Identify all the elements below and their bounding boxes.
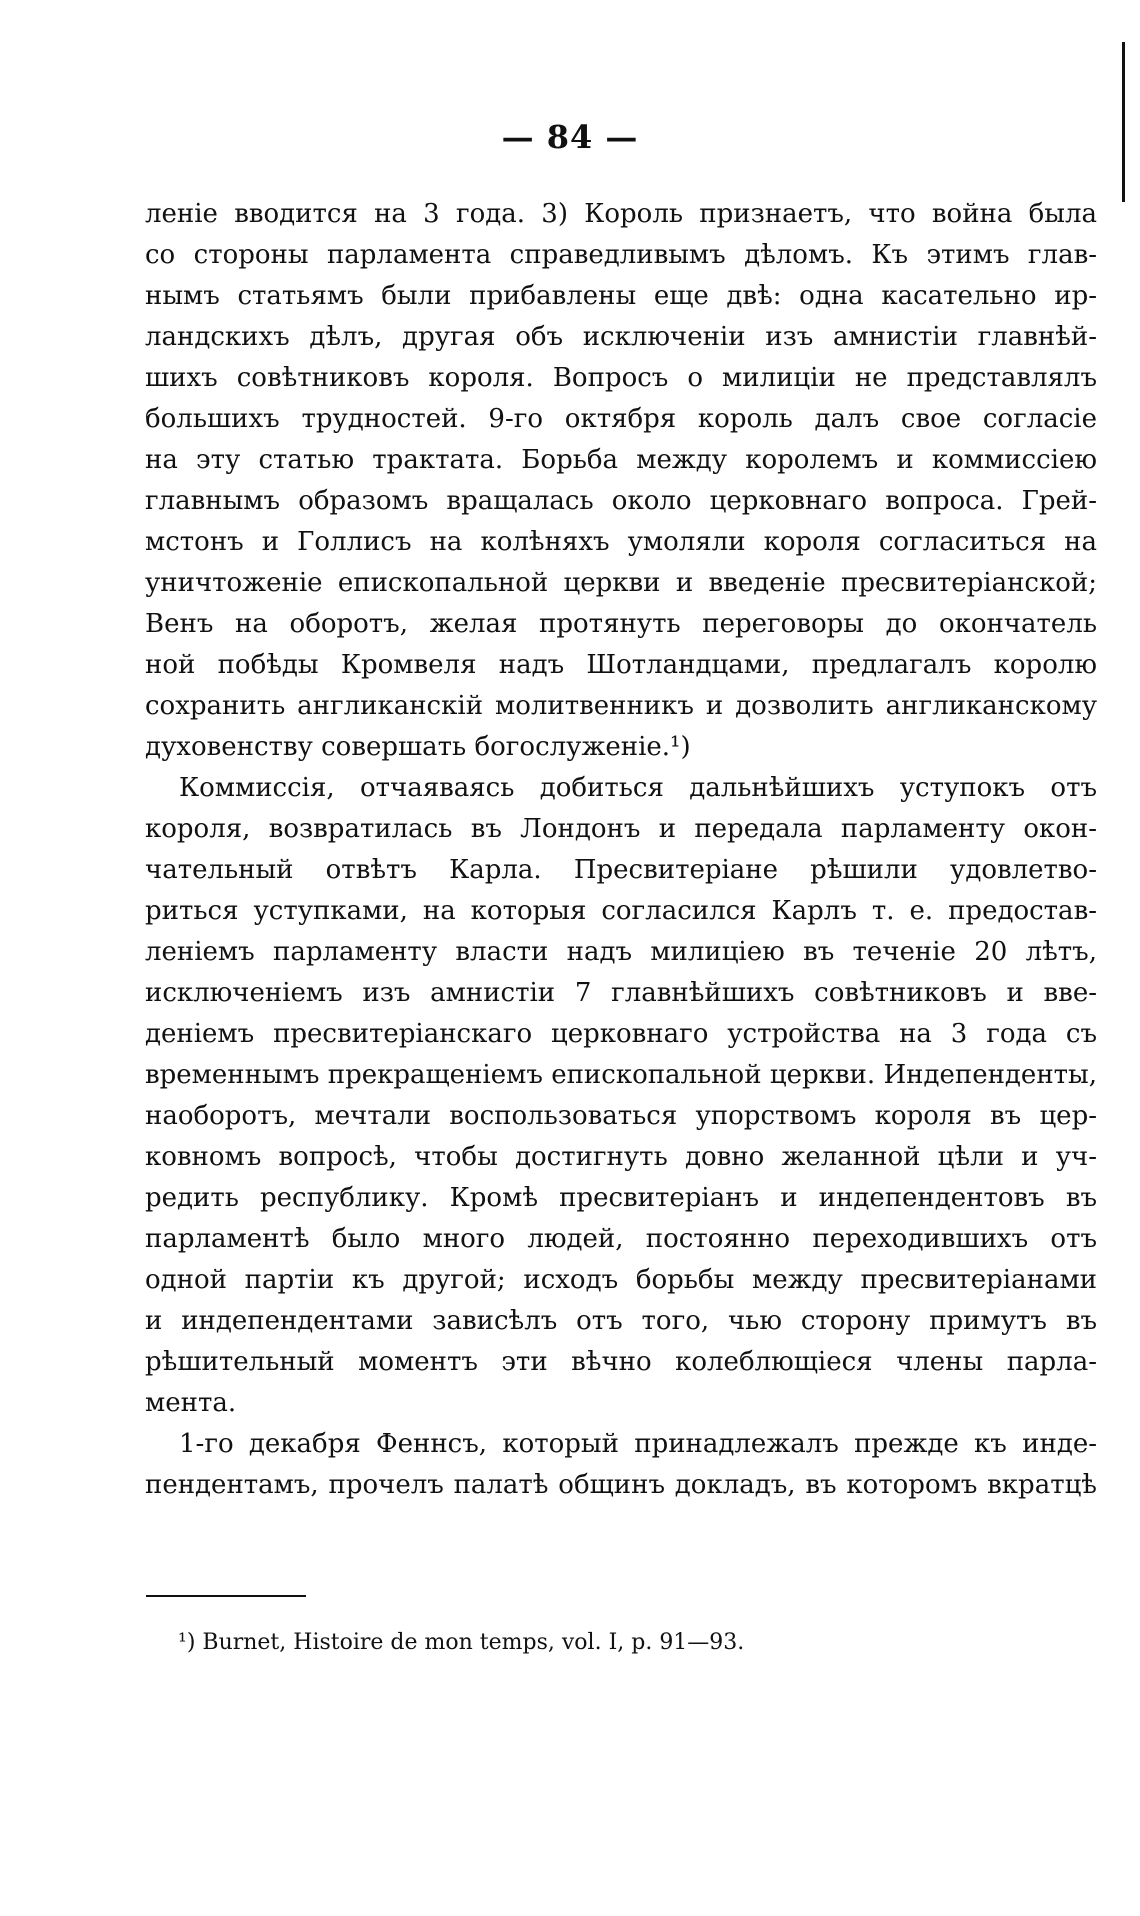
text-line: шихъ совѣтниковъ короля. Вопросъ о милиціи не представлялъ (145, 363, 1097, 393)
text-line: ковномъ вопросѣ, чтобы достигнуть довно желанной цѣли и уч- (145, 1142, 1097, 1172)
footnote: ¹) Burnet, Histoire de mon temps, vol. I, p. 91—93. (178, 1630, 745, 1655)
paragraph-3 (145, 1424, 1097, 1506)
text-line: ландскихъ дѣлъ, другая объ исключеніи изъ амнистіи главнѣй- (145, 322, 1097, 352)
text-line: сохранить англиканскій молитвенникъ и дозволить англиканскому (145, 691, 1097, 721)
text-line: уничтоженіе епископальной церкви и введеніе пресвитеріанской; (145, 568, 1097, 598)
text-line: ной побѣды Кромвеля надъ Шотландцами, предлагалъ королю (145, 650, 1097, 680)
text-line: риться уступками, на которыя согласился Карлъ т. е. предостав- (145, 896, 1097, 926)
page-number: — 84 — (501, 118, 639, 156)
text-line: мстонъ и Голлисъ на колѣняхъ умоляли короля согласиться на (145, 527, 1097, 557)
body-text (145, 194, 1097, 1506)
text-line: главнымъ образомъ вращалась около церковнаго вопроса. Грей- (145, 486, 1097, 516)
text-line: духовенству совершать богослуженіе.¹) (145, 732, 691, 762)
text-line: временнымъ прекращеніемъ епископальной церкви. Индепенденты, (145, 1060, 1097, 1090)
text-line: исключеніемъ изъ амнистіи 7 главнѣйшихъ совѣтниковъ и вве- (145, 978, 1097, 1008)
text-line: на эту статью трактата. Борьба между королемъ и коммиссіею (145, 445, 1097, 475)
text-line: рѣшительный моментъ эти вѣчно колеблющіеся члены парла- (145, 1347, 1097, 1377)
text-line: нымъ статьямъ были прибавлены еще двѣ: одна касательно ир- (145, 281, 1097, 311)
text-line: 1-го декабря Феннсъ, который принадлежалъ прежде къ инде- (179, 1429, 1097, 1459)
text-line: короля, возвратилась въ Лондонъ и передала парламенту окон- (145, 814, 1097, 844)
paragraph-1 (145, 194, 1097, 768)
text-line: леніемъ парламенту власти надъ милиціею въ теченіе 20 лѣтъ, (145, 937, 1097, 967)
text-line: пендентамъ, прочелъ палатѣ общинъ докладъ, въ которомъ вкратцѣ (145, 1470, 1097, 1500)
text-line: большихъ трудностей. 9-го октября король далъ свое согласіе (145, 404, 1097, 434)
text-line: одной партіи къ другой; исходъ борьбы между пресвитеріанами (145, 1265, 1097, 1295)
text-line: чательный отвѣтъ Карла. Пресвитеріане рѣшили удовлетво- (145, 855, 1097, 885)
text-line: и индепендентами зависѣлъ отъ того, чью сторону примутъ въ (145, 1306, 1097, 1336)
paragraph-2 (145, 768, 1097, 1424)
text-line: наоборотъ, мечтали воспользоваться упорствомъ короля въ цер- (145, 1101, 1097, 1131)
text-line: мента. (145, 1388, 237, 1418)
text-line: леніе вводится на 3 года. 3) Король признаетъ, что война была (145, 199, 1097, 229)
footnote-divider (146, 1595, 306, 1597)
text-line: Коммиссія, отчаяваясь добиться дальнѣйшихъ уступокъ отъ (179, 773, 1097, 803)
text-line: деніемъ пресвитеріанскаго церковнаго устройства на 3 года съ (145, 1019, 1097, 1049)
text-line: редить республику. Кромѣ пресвитеріанъ и индепендентовъ въ (145, 1183, 1097, 1213)
text-line: парламентѣ было много людей, постоянно переходившихъ отъ (145, 1224, 1097, 1254)
text-line: Венъ на оборотъ, желая протянуть переговоры до окончатель (145, 609, 1097, 639)
text-line: со стороны парламента справедливымъ дѣломъ. Къ этимъ глав- (145, 240, 1097, 270)
